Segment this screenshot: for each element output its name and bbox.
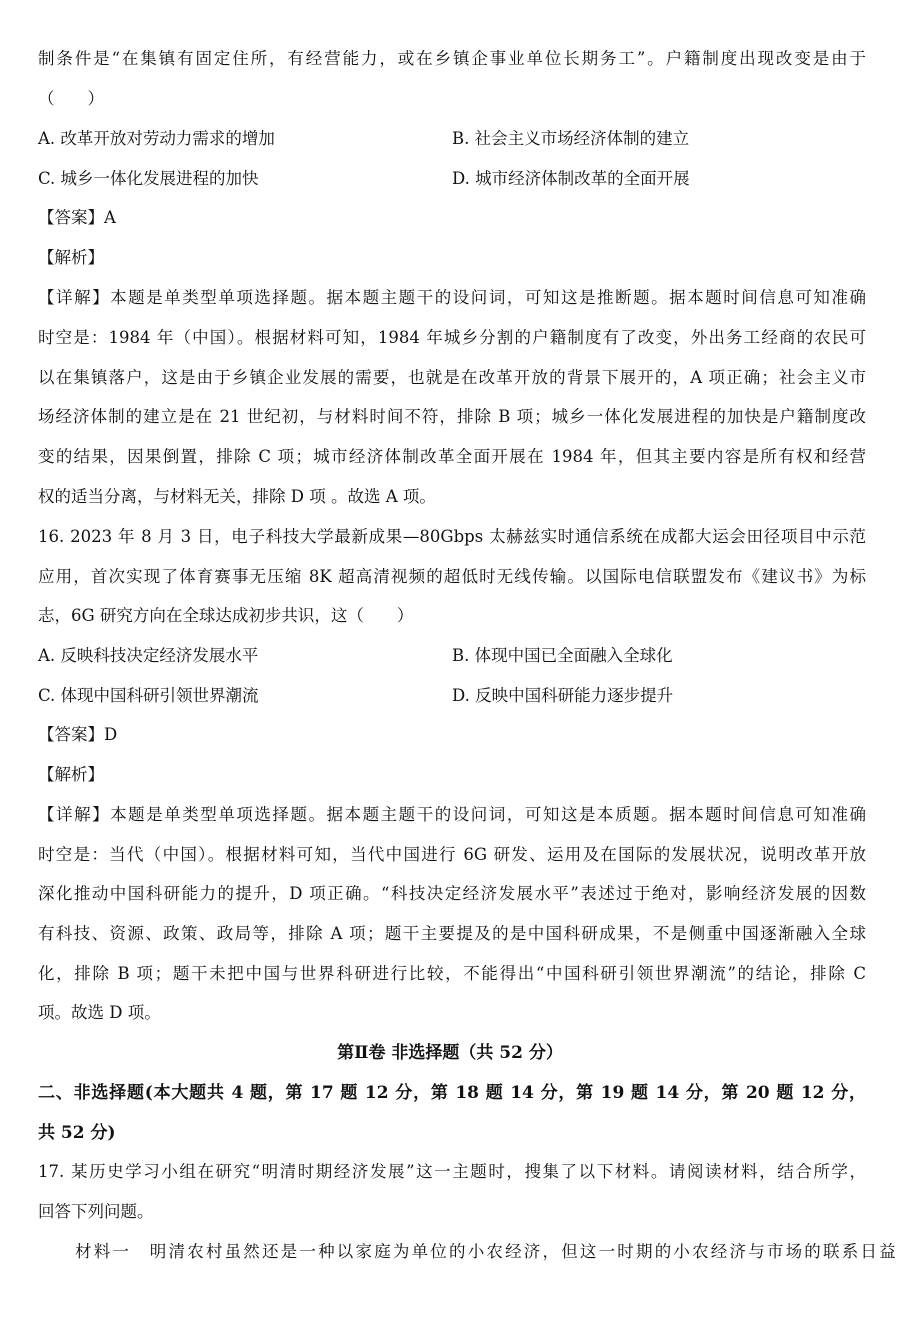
section-title: 第Ⅱ卷 非选择题（共 52 分） — [337, 1043, 563, 1063]
q16-stem-line: 16. 2023 年 8 月 3 日，电子科技大学最新成果—80Gbps 太赫兹实时通信系统在成都大运会田径项目中示范 — [38, 527, 866, 546]
q16-detail-line: 时空是：当代（中国）。根据材料可知，当代中国进行 6G 研发、运用及在国际的发展状况，说明改革开放 — [38, 845, 866, 864]
q15-stem-line: 制条件是“在集镇有固定住所，有经营能力，或在乡镇企事业单位长期务工”。户籍制度出现改变是由于 — [38, 49, 866, 68]
q15-detail-line: 时空是：1984 年（中国）。根据材料可知，1984 年城乡分割的户籍制度有了改变，外出务工经商的农民可 — [38, 328, 866, 347]
q15-answer: 【答案】A — [38, 208, 116, 227]
q15-detail-line: 【详解】本题是单类型单项选择题。据本题主题干的设问词，可知这是推断题。据本题时间信息可知准确 — [38, 288, 866, 307]
q15-option-b: B. 社会主义市场经济体制的建立 — [452, 129, 690, 148]
q17-material-one: 材料一 明清农村虽然还是一种以家庭为单位的小农经济，但这一时期的小农经济与市场的联系日益 — [75, 1242, 898, 1261]
q16-option-c: C. 体现中国科研引领世界潮流 — [38, 686, 259, 705]
q16-detail-line: 有科技、资源、政策、政局等，排除 A 项；题干主要提及的是中国科研成果，不是侧重中国逐渐融入全球 — [38, 924, 866, 943]
q15-analysis-label: 【解析】 — [38, 248, 104, 267]
q16-stem-line: 志，6G 研究方向在全球达成初步共识，这（ ） — [38, 606, 414, 625]
q16-detail-line: 深化推动中国科研能力的提升，D 项正确。“科技决定经济发展水平”表述过于绝对，影响经济发展的因数 — [38, 884, 866, 903]
q17-stem-line: 17. 某历史学习小组在研究“明清时期经济发展”这一主题时，搜集了以下材料。请阅读材料，结合所学， — [38, 1162, 866, 1181]
q15-answer-blank: （ ） — [38, 89, 104, 108]
q15-option-a: A. 改革开放对劳动力需求的增加 — [38, 129, 275, 148]
q15-detail-line: 变的结果，因果倒置，排除 C 项；城市经济体制改革全面开展在 1984 年，但其主要内容是所有权和经营 — [38, 447, 866, 466]
q15-detail-line: 以在集镇落户，这是由于乡镇企业发展的需要，也就是在改革开放的背景下展开的，A 项正确；社会主义市 — [38, 368, 866, 387]
q16-detail-line: 化，排除 B 项；题干未把中国与世界科研进行比较，不能得出“中国科研引领世界潮流”的结论，排除 C — [38, 964, 866, 983]
q16-option-d: D. 反映中国科研能力逐步提升 — [452, 686, 674, 705]
section-heading-line: 二、非选择题(本大题共 4 题，第 17 题 12 分，第 18 题 14 分，第 19 题 14 分，第 20 题 12 分， — [38, 1083, 866, 1103]
q16-option-b: B. 体现中国已全面融入全球化 — [452, 646, 673, 665]
q16-answer: 【答案】D — [38, 725, 118, 744]
q16-stem-line: 应用，首次实现了体育赛事无压缩 8K 超高清视频的超低时无线传输。以国际电信联盟发布《建议书》为标 — [38, 567, 866, 586]
q17-stem-line: 回答下列问题。 — [38, 1202, 154, 1221]
q16-option-a: A. 反映科技决定经济发展水平 — [38, 646, 259, 665]
q16-detail-line: 【详解】本题是单类型单项选择题。据本题主题干的设问词，可知这是本质题。据本题时间信息可知准确 — [38, 805, 866, 824]
section-heading-line: 共 52 分) — [38, 1123, 116, 1143]
q15-detail-line: 场经济体制的建立是在 21 世纪初，与材料时间不符，排除 B 项；城乡一体化发展进程的加快是户籍制度改 — [38, 407, 866, 426]
q15-option-c: C. 城乡一体化发展进程的加快 — [38, 169, 259, 188]
q15-detail-line: 权的适当分离，与材料无关，排除 D 项 。故选 A 项。 — [38, 487, 436, 506]
q15-option-d: D. 城市经济体制改革的全面开展 — [452, 169, 690, 188]
q16-detail-line: 项。故选 D 项。 — [38, 1003, 161, 1022]
q16-analysis-label: 【解析】 — [38, 765, 104, 784]
